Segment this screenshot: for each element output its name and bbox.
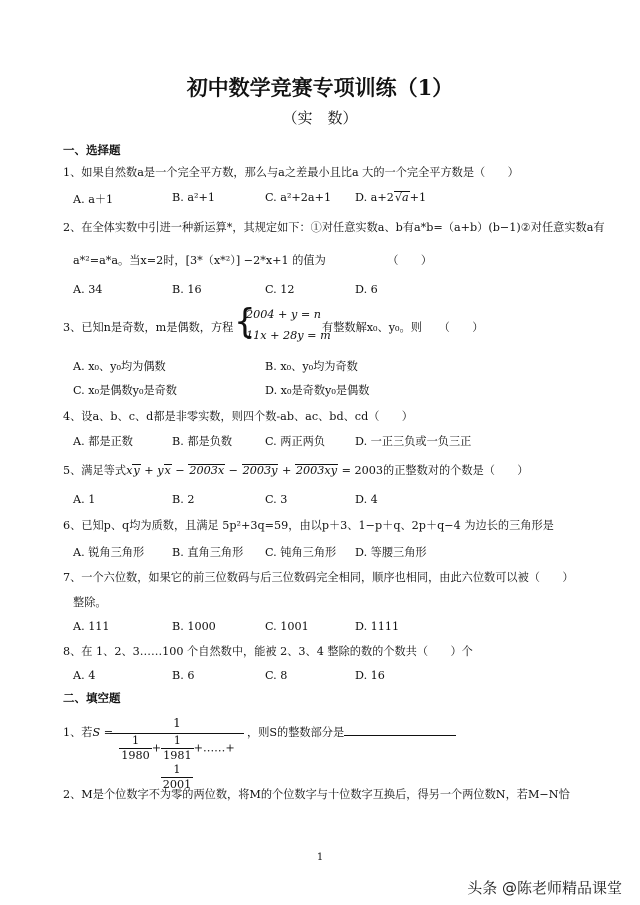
question-5-option-b: B. 2 — [172, 493, 195, 506]
question-3-option-d: D. x₀是奇数y₀是偶数 — [265, 384, 370, 397]
var-x: x — [126, 464, 133, 477]
question-7-option-c: C. 1001 — [265, 620, 309, 633]
sqrt-2003y: 2003y — [242, 464, 278, 477]
question-3-option-c: C. x₀是偶数y₀是奇数 — [73, 384, 177, 397]
question-5-option-a: A. 1 — [73, 493, 96, 506]
question-8-option-a: A. 4 — [73, 669, 96, 682]
question-6-option-a: A. 锐角三角形 — [73, 546, 145, 559]
question-2-option-a: A. 34 — [73, 283, 103, 296]
fraction-1981: $\frac{1}{1981}$ — [163, 734, 192, 762]
fraction-2001: $\frac{1}{2001}$ — [162, 763, 192, 791]
brace-symbol: { — [234, 302, 256, 342]
equation-1: 2004 + y = n — [246, 308, 321, 321]
question-6-option-b: B. 直角三角形 — [172, 546, 244, 559]
question-2-line-1: 2、在全体实数中引进一种新运算*，其规定如下：①对任意实数a、b有a*b=（a+b）(b−1)②对任意实数a有 — [63, 221, 605, 234]
section-heading-fill: 二、填空题 — [63, 691, 121, 705]
question-1-option-b: B. a²+1 — [172, 191, 215, 204]
question-1-text: 1、如果自然数a是一个完全平方数，那么与a之差最小且比a 大的一个完全平方数是（ ） — [63, 166, 519, 179]
question-3-prefix: 3、已知n是奇数，m是偶数，方程 — [63, 321, 234, 334]
question-4-option-d: D. 一正三负或一负三正 — [355, 435, 472, 448]
var-s: S = — [92, 726, 114, 739]
question-7-option-d: D. 1111 — [355, 620, 400, 633]
question-5-option-c: C. 3 — [265, 493, 288, 506]
question-2-line-2: a*²=a*a。当x=2时，[3*（x*²）] −2*x+1 的值为 （ ） — [73, 254, 433, 267]
question-2-option-b: B. 16 — [172, 283, 202, 296]
sqrt-x: x — [164, 464, 171, 477]
question-2-option-d: D. 6 — [355, 283, 378, 296]
watermark: 头条 @陈老师精品课堂 — [467, 879, 622, 897]
question-3-option-b: B. x₀、y₀均为奇数 — [265, 360, 358, 373]
sqrt-2003xy: 2003xy — [295, 464, 338, 477]
answer-blank[interactable] — [344, 725, 456, 736]
question-8-text: 8、在 1、2、3……100 个自然数中，能被 2、3、4 整除的数的个数共（ ）个 — [63, 645, 473, 658]
question-7-line-2: 整除。 — [73, 596, 107, 609]
equation-2: 11x + 28y = m — [246, 329, 331, 342]
big-fraction-denominator: $\frac{1}{1980}$ + $\frac{1}{1981}$ +……+ $\frac{1}{2001}$ — [121, 734, 235, 791]
fill-2-text: 2、M是个位数字不为零的两位数，将M的个位数字与十位数字互换后，得另一个两位数N，若M−N恰 — [63, 788, 570, 801]
question-6-option-c: C. 钝角三角形 — [265, 546, 337, 559]
question-1-option-a: A. a＋1 — [73, 193, 114, 206]
question-4-option-a: A. 都是正数 — [73, 435, 133, 448]
question-6-option-d: D. 等腰三角形 — [355, 546, 427, 559]
question-5-line: 5、满足等式xy + yx − 2003x − 2003y + 2003xy = 2003的正整数对的个数是（ ） — [63, 464, 529, 477]
big-fraction — [110, 713, 244, 791]
fill-1-prefix: 1、若S = — [63, 726, 114, 739]
question-3-option-a: A. x₀、y₀均为偶数 — [73, 360, 166, 373]
question-4-text: 4、设a、b、c、d都是非零实数，则四个数-ab、ac、bd、cd（ ） — [63, 410, 413, 423]
question-7-option-b: B. 1000 — [172, 620, 216, 633]
question-7-line-1: 7、一个六位数，如果它的前三位数码与后三位数码完全相同，顺序也相同，由此六位数可以被（ ） — [63, 571, 574, 584]
question-6-text: 6、已知p、q均为质数，且满足 5p²+3q=59，由以p＋3、1−p＋q、2p＋q−4 为边长的三角形是 — [63, 519, 554, 532]
page-subtitle: （实 数） — [282, 109, 358, 127]
question-3-suffix: 有整数解x₀、y₀。则 （ ） — [322, 321, 484, 334]
big-fraction-numerator: 1 — [110, 713, 244, 734]
question-8-option-d: D. 16 — [355, 669, 385, 682]
sqrt-a: √a — [394, 191, 409, 204]
var-y: y — [157, 464, 164, 477]
question-8-option-c: C. 8 — [265, 669, 288, 682]
question-5-prefix: 5、满足等式 — [63, 464, 127, 477]
question-2-option-c: C. 12 — [265, 283, 295, 296]
question-7-option-a: A. 111 — [73, 620, 110, 633]
fill-1-suffix: ，则S的整数部分是 — [247, 724, 456, 740]
page-number: 1 — [316, 852, 324, 863]
question-4-option-b: B. 都是负数 — [172, 435, 233, 448]
question-4-option-c: C. 两正两负 — [265, 435, 326, 448]
sqrt-2003x: 2003x — [189, 464, 225, 477]
option-d-suffix: +1 — [409, 191, 427, 204]
sqrt-y: y — [133, 464, 140, 477]
question-1-option-d — [355, 191, 426, 204]
question-8-option-b: B. 6 — [172, 669, 195, 682]
page-title: 初中数学竞赛专项训练（1） — [186, 75, 454, 100]
option-d-prefix: D. a+2 — [355, 191, 394, 204]
question-5-option-d: D. 4 — [355, 493, 378, 506]
question-1-option-c: C. a²+2a+1 — [265, 191, 332, 204]
fraction-1980: $\frac{1}{1980}$ — [121, 734, 150, 762]
section-heading-choice: 一、选择题 — [63, 143, 121, 157]
question-5-suffix: 的正整数对的个数是（ ） — [383, 464, 529, 477]
